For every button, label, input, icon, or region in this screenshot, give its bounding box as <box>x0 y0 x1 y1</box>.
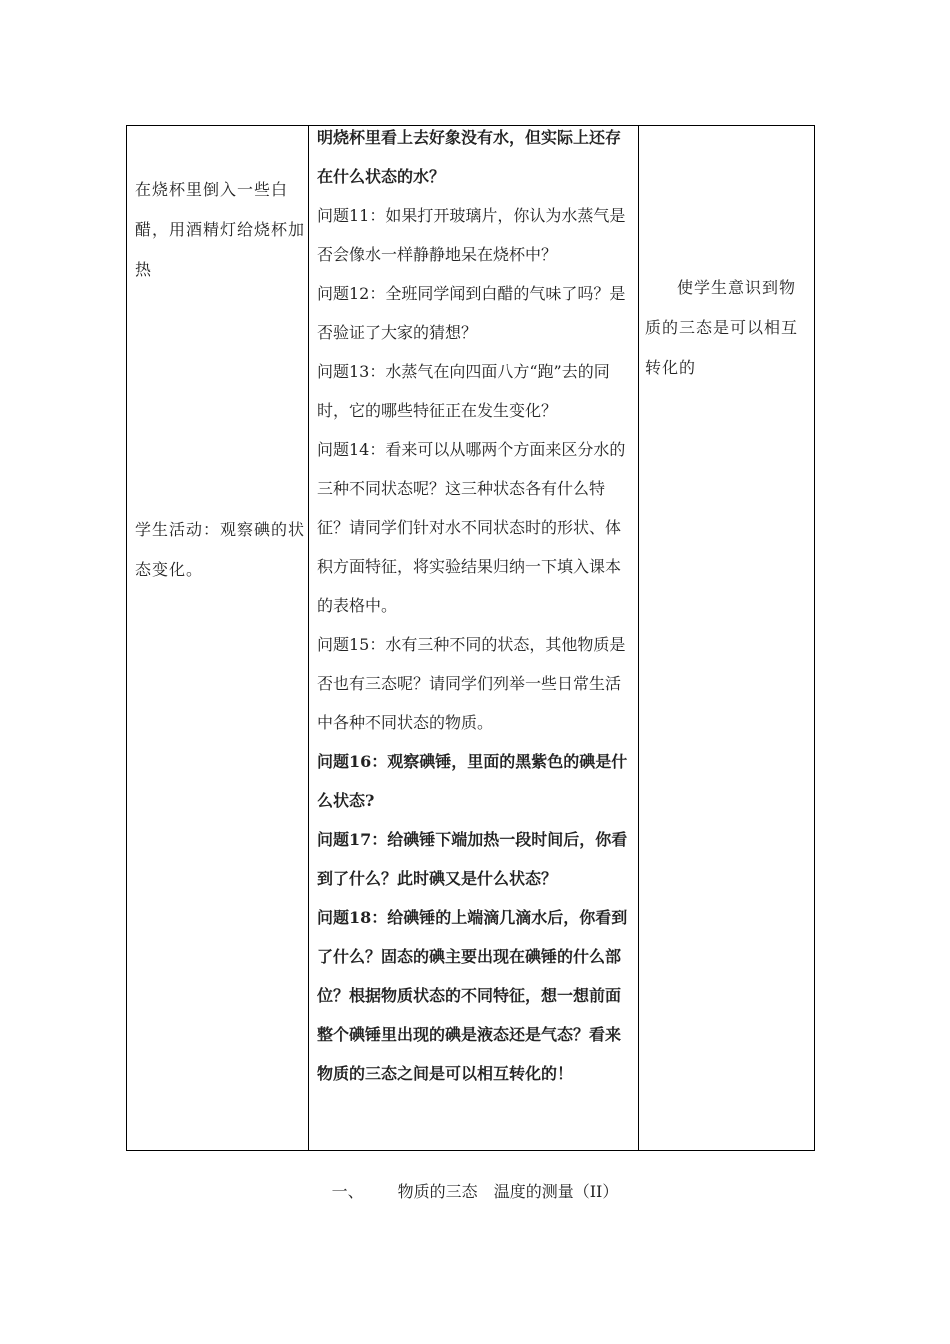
column-divider <box>638 126 639 1150</box>
purpose-cell <box>645 268 807 388</box>
question-paragraph: 问题13：水蒸气在向四面八方“跑”去的同时，它的哪些特征正在发生变化？ <box>317 362 610 420</box>
question-paragraph: 问题14：看来可以从哪两个方面来区分水的三种不同状态呢？这三种状态各有什么特征？请同学们针对水不同状态时的形状、体积方面特征，将实验结果归纳一下填入课本的表格中。 <box>317 440 626 615</box>
purpose-text: 使学生意识到物质的三态是可以相互转化的 <box>645 278 799 377</box>
activity-text: 学生活动：观察碘的状态变化。 <box>135 520 306 579</box>
lesson-table <box>126 125 815 1151</box>
questions-cell <box>317 118 635 1093</box>
activity-text: 在烧杯里倒入一些白醋，用酒精灯给烧杯加热 <box>135 180 306 279</box>
section-number: 一、 <box>331 1182 364 1201</box>
question-paragraph: 问题16：观察碘锤，里面的黑紫色的碘是什么状态? <box>317 752 628 810</box>
question-paragraph: 问题15：水有三种不同的状态，其他物质是否也有三态呢？请同学们列举一些日常生活中各种不同状态的物质。 <box>317 635 626 732</box>
section-subtitle: 温度的测量（II） <box>493 1182 619 1201</box>
question-paragraph: 问题11：如果打开玻璃片，你认为水蒸气是否会像水一样静静地呆在烧杯中？ <box>317 206 626 264</box>
column-divider <box>308 126 309 1150</box>
section-caption <box>0 1180 950 1204</box>
activity-cell-vinegar <box>135 170 305 290</box>
question-paragraph: 问题17：给碘锤下端加热一段时间后，你看到了什么？此时碘又是什么状态？ <box>317 830 628 888</box>
question-paragraph: 问题12：全班同学闻到白醋的气味了吗？是否验证了大家的猜想？ <box>317 284 626 342</box>
section-title: 物质的三态 <box>397 1182 478 1201</box>
activity-cell-iodine <box>135 510 305 590</box>
question-paragraph: 问题18：给碘锤的上端滴几滴水后，你看到了什么？固态的碘主要出现在碘锤的什么部位？根据物质状态的不同特征，想一想前面整个碘锤里出现的碘是液态还是气态？看来物质的三态之间是可以相互转化的！ <box>317 908 628 1083</box>
question-paragraph: 明烧杯里看上去好象没有水，但实际上还存在什么状态的水？ <box>317 128 622 186</box>
